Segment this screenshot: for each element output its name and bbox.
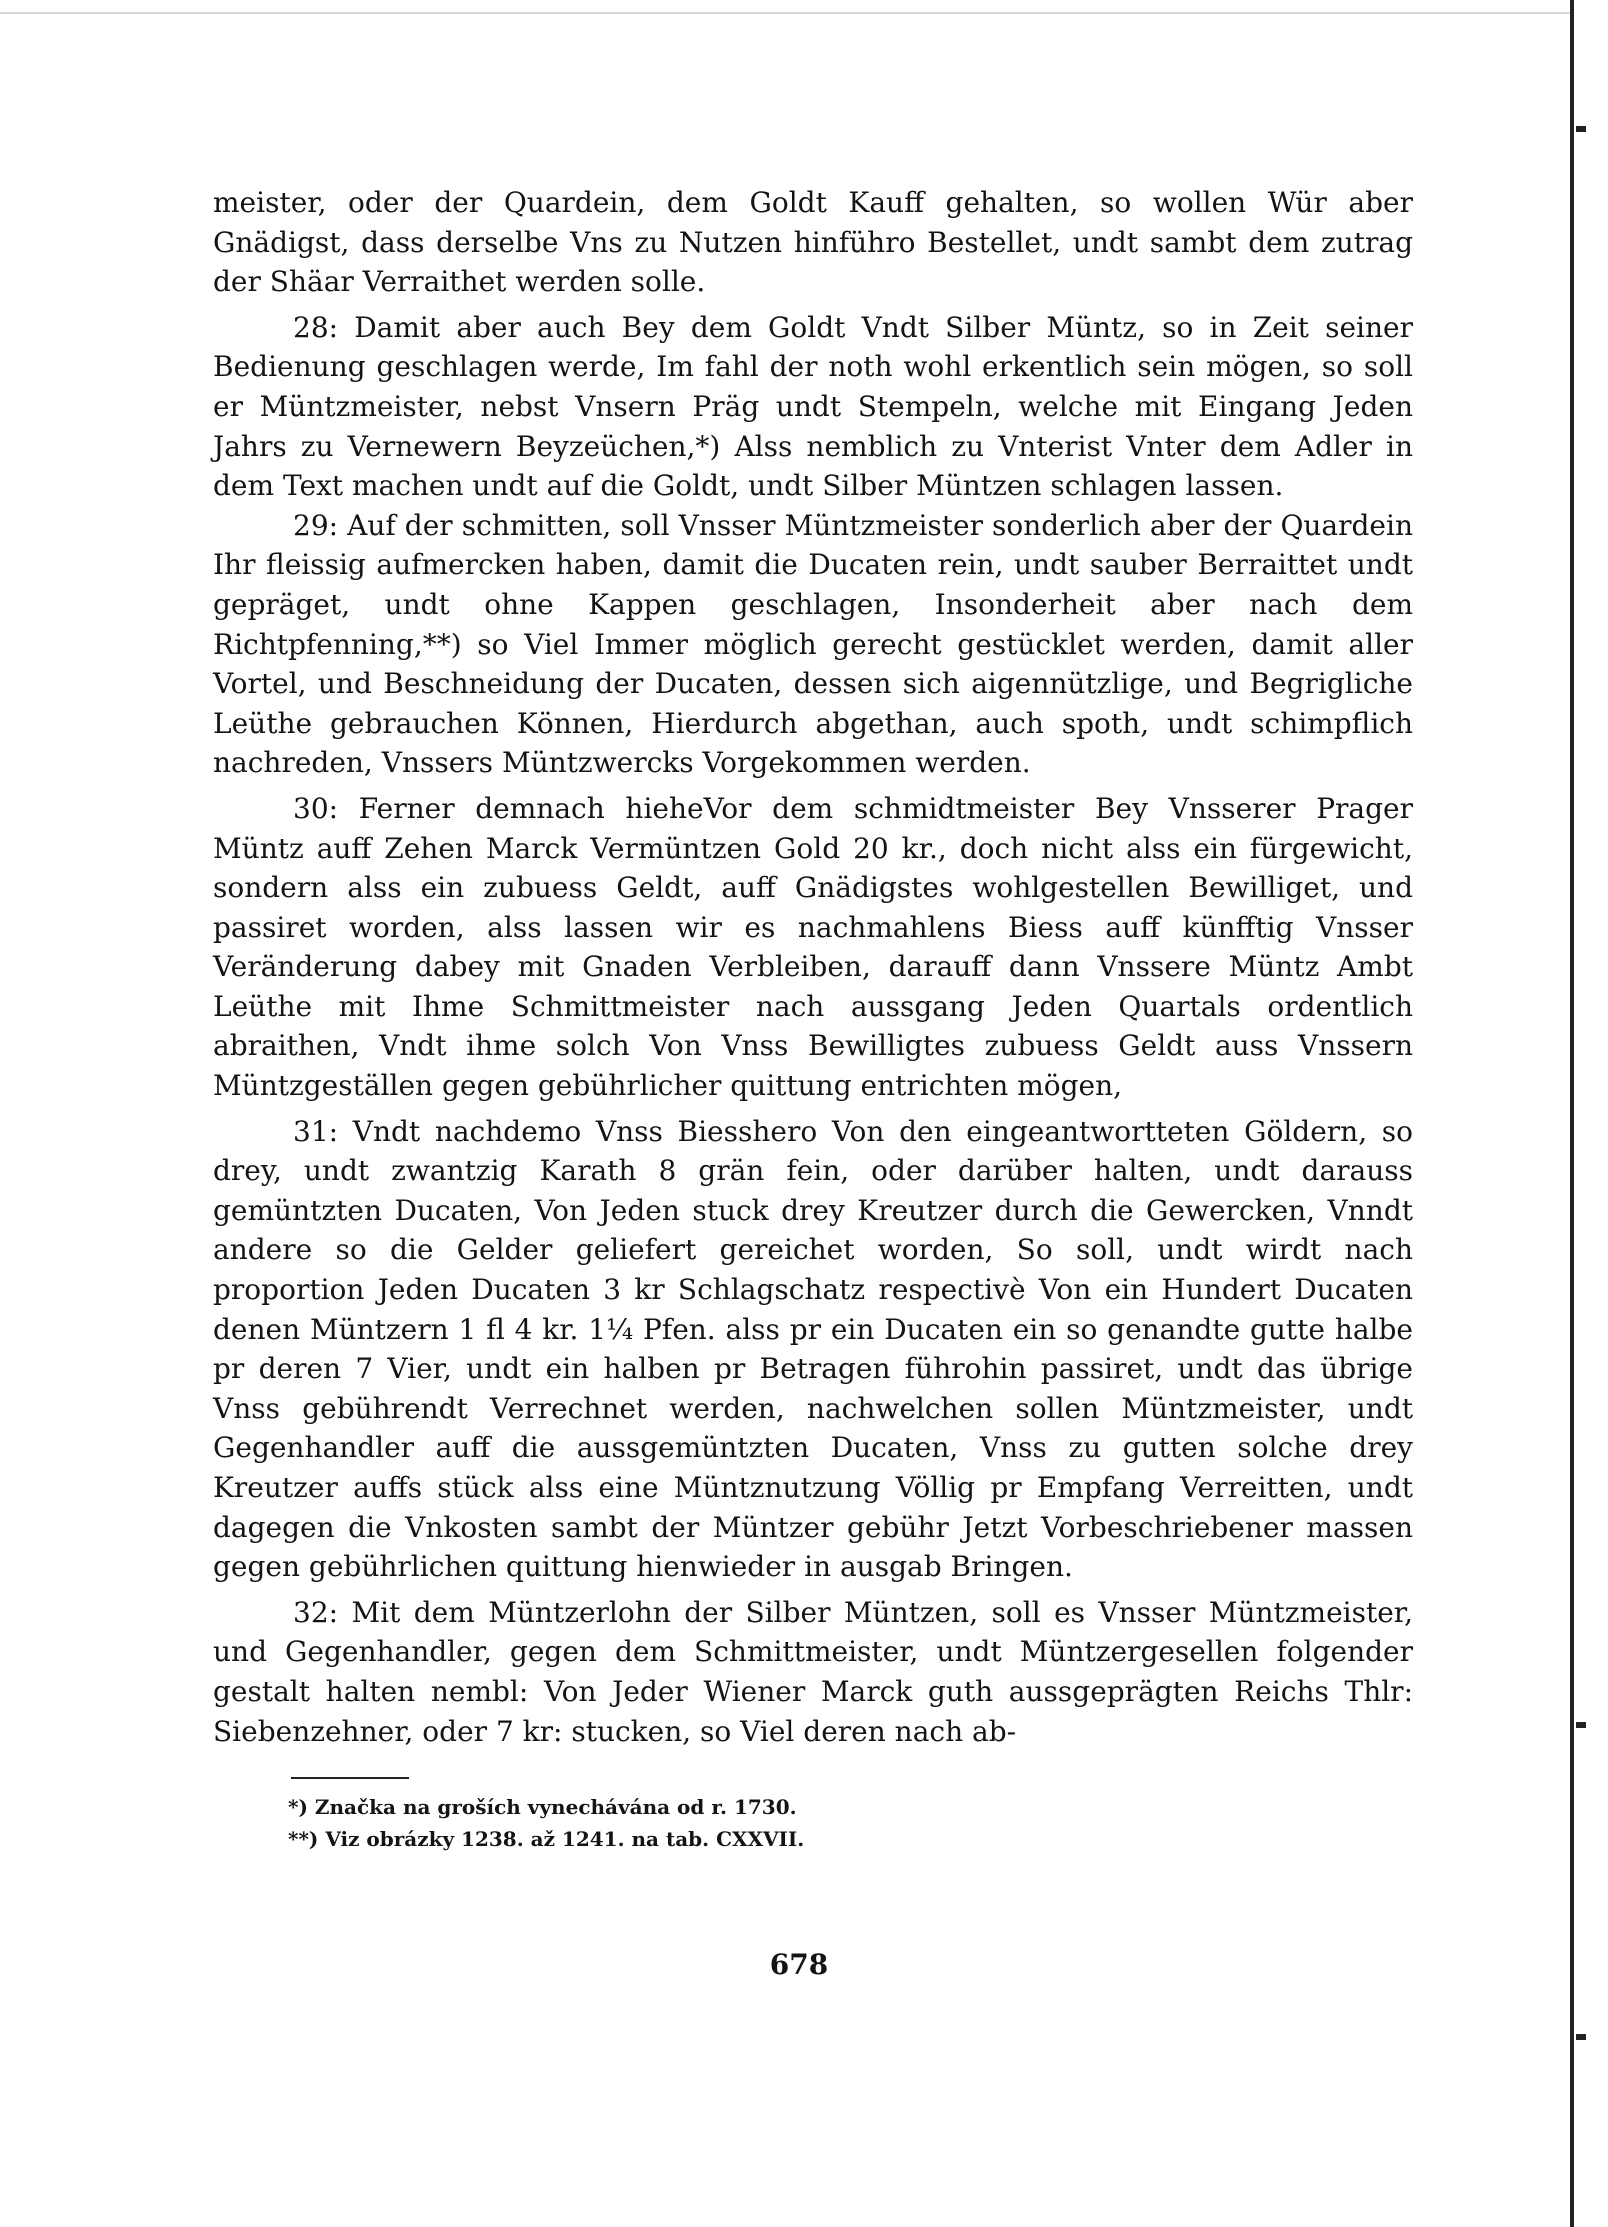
scan-edge-mark <box>1576 2034 1586 2040</box>
document-page <box>213 183 1413 1855</box>
paragraph-32: 32: Mit dem Müntzerlohn der Silber Müntzen, soll es Vnsser Müntzmeister, und Gegenhandler, gegen dem Schmittmeister, undt Müntzergesellen folgender gestalt halten nembl: Von Jeder Wiener Marck guth aussgeprägten Reichs Thlr: Siebenzehner, oder 7 kr: stucken, so Viel deren nach ab- <box>213 1595 1413 1748</box>
paragraph-continuation: meister, oder der Quardein, dem Goldt Kauff gehalten, so wollen Wür aber Gnädigst, dass derselbe Vns zu Nutzen hinführo Bestellet, undt sambt dem zutrag der Shäar Verraithet werden solle. <box>213 186 1413 299</box>
page-number-text: 678 <box>769 1948 829 1981</box>
footnote-2: **) Viz obrázky 1238. až 1241. na tab. CXXVII. <box>288 1827 805 1852</box>
footnote-1: *) Značka na groších vynechávána od r. 1730. <box>288 1795 797 1820</box>
footnote-divider <box>291 1777 409 1779</box>
page-number <box>0 1948 1608 1981</box>
paragraph-29: 29: Auf der schmitten, soll Vnsser Müntzmeister sonderlich aber der Quardein Ihr fleissig aufmercken haben, damit die Ducaten rein, undt sauber Berraittet undt gepräget, undt ohne Kappen geschlagen, Insonderheit aber nach dem Richtpfenning,**) so Viel Immer möglich gerecht gestücklet werden, damit aller Vortel, und Beschneidung der Ducaten, dessen sich aigennützlige, und Begrigliche Leüthe gebrauchen Können, Hierdurch abgethan, auch spoth, undt schimpflich nachreden, Vnssers Müntzwercks Vorgekommen werden. <box>213 508 1413 780</box>
paragraph-31: 31: Vndt nachdemo Vnss Biesshero Von den eingeantwortteten Göldern, so drey, undt zwantzig Karath 8 grän fein, oder darüber halten, undt darauss gemüntzten Ducaten, Von Jeden stuck drey Kreutzer durch die Gewercken, Vnndt andere so die Gelder geliefert gereichet worden, So soll, undt wirdt nach proportion Jeden Ducaten 3 kr Schlagschatz respectivè Von ein Hundert Ducaten denen Müntzern 1 fl 4 kr. 1¼ Pfen. alss pr ein Ducaten ein so genandte gutte halbe pr deren 7 Vier, undt ein halben pr Betragen führohin passiret, undt das übrige Vnss gebührendt Verrechnet werden, nachwelchen sollen Müntzmeister, undt Gegenhandler auff die aussgemüntzten Ducaten, Vnss zu gutten solche drey Kreutzer auffs stück alss eine Müntznutzung Völlig pr Empfang Verreitten, undt dagegen die Vnkosten sambt der Müntzer gebühr Jetzt Vorbeschriebener massen gegen gebührlichen quittung hienwieder in ausgab Bringen. <box>213 1114 1413 1584</box>
paragraph-28: 28: Damit aber auch Bey dem Goldt Vndt Silber Müntz, so in Zeit seiner Bedienung geschlagen werde, Im fahl der noth wohl erkentlich sein mögen, so soll er Müntzmeister, nebst Vnsern Präg undt Stempeln, welche mit Eingang Jeden Jahrs zu Vernewern Beyzeüchen,*) Alss nemblich zu Vnterist Vnter dem Adler in dem Text machen undt auf die Goldt, undt Silber Müntzen schlagen lassen. <box>213 310 1413 503</box>
scan-top-edge <box>0 0 1570 14</box>
scan-edge-mark <box>1576 126 1586 132</box>
paragraph-30: 30: Ferner demnach hieheVor dem schmidtmeister Bey Vnsserer Prager Müntz auff Zehen Marck Vermüntzen Gold 20 kr., doch nicht alss ein fürgewicht, sondern alss ein zubuess Geldt, auff Gnädigstes wohlgestellen Bewilliget, und passiret worden, alss lassen wir es nachmahlens Biess auff künfftig Vnsser Veränderung dabey mit Gnaden Verbleiben, darauff dann Vnssere Müntz Ambt Leüthe mit Ihme Schmittmeister nach aussgang Jeden Quartals ordentlich abraithen, Vndt ihme solch Von Vnss Bewilligtes zubuess Geldt auss Vnssern Müntzgeställen gegen gebührlicher quittung entrichten mögen, <box>213 791 1413 1103</box>
scan-edge-mark <box>1576 1722 1586 1728</box>
scan-right-edge <box>1570 0 1608 2227</box>
